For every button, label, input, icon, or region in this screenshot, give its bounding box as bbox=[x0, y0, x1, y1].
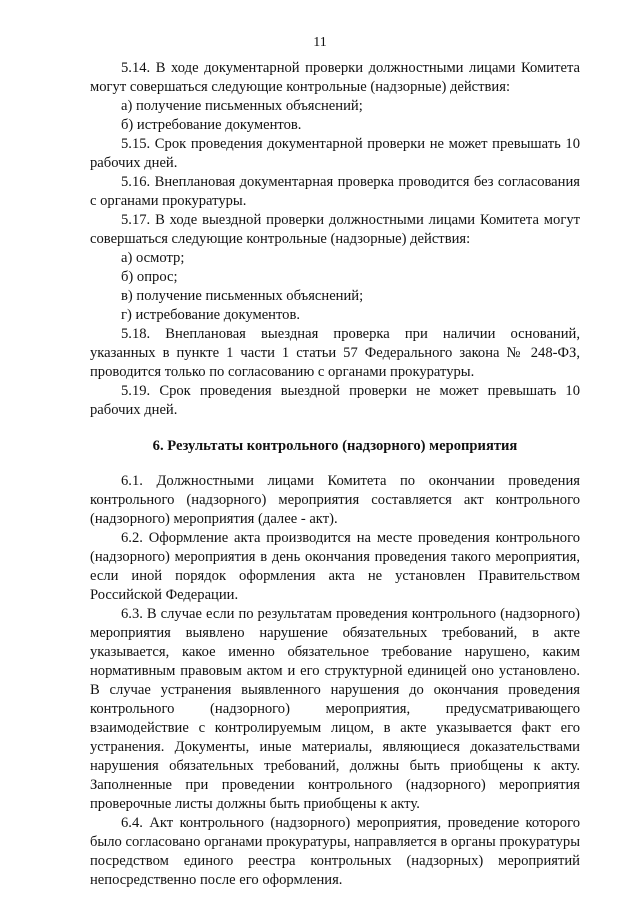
document-body bbox=[90, 59, 580, 890]
list-item-5-17-a: а) осмотр; bbox=[121, 250, 185, 266]
page-number: 11 bbox=[313, 35, 327, 50]
list-item-5-14-a: а) получение письменных объяснений; bbox=[121, 98, 363, 114]
paragraph-6-4: 6.4. Акт контрольного (надзорного) мероприятия, проведение которого было согласовано органами прокуратуры, направляется в органы прокуратуры посредством единого реестра контрольных (надзорных) мероприятий непосредственно после его оформления. bbox=[90, 815, 580, 888]
paragraph-5-18: 5.18. Внеплановая выездная проверка при наличии оснований, указанных в пункте 1 части 1 статьи 57 Федерального закона № 248-ФЗ, проводится только по согласованию с органами прокуратуры. bbox=[90, 326, 580, 380]
paragraph-5-19: 5.19. Срок проведения выездной проверки не может превышать 10 рабочих дней. bbox=[90, 383, 580, 418]
paragraph-5-17: 5.17. В ходе выездной проверки должностными лицами Комитета могут совершаться следующие контрольные (надзорные) действия: bbox=[90, 212, 580, 247]
paragraph-5-14: 5.14. В ходе документарной проверки должностными лицами Комитета могут совершаться следующие контрольные (надзорные) действия: bbox=[90, 60, 580, 95]
paragraph-5-16: 5.16. Внеплановая документарная проверка проводится без согласования с органами прокуратуры. bbox=[90, 174, 580, 209]
paragraph-6-1: 6.1. Должностными лицами Комитета по окончании проведения контрольного (надзорного) мероприятия составляется акт контрольного (надзорного) мероприятия (далее - акт). bbox=[90, 473, 580, 527]
paragraph-6-3: 6.3. В случае если по результатам проведения контрольного (надзорного) мероприятия выявлено нарушение обязательных требований, в акте указывается, какое именно обязательное требование нарушено, каким нормативным правовым актом и его структурной единицей оно установлено. В случае устранения выявленного нарушения до окончания проведения контрольного (надзорного) мероприятия, предусматривающего взаимодействие с контролируемым лицом, в акте указывается факт его устранения. Документы, иные материалы, являющиеся доказательствами нарушения обязательных требований, должны быть приобщены к акту. Заполненные при проведении контрольного (надзорного) мероприятия проверочные листы должны быть приобщены к акту. bbox=[90, 606, 580, 812]
list-item-5-17-b: б) опрос; bbox=[121, 269, 178, 285]
paragraph-5-15: 5.15. Срок проведения документарной проверки не может превышать 10 рабочих дней. bbox=[90, 136, 580, 171]
list-item-5-17-d: г) истребование документов. bbox=[121, 307, 301, 323]
paragraph-6-2: 6.2. Оформление акта производится на месте проведения контрольного (надзорного) мероприятия в день окончания проведения такого мероприятия, если иной порядок оформления акта не установлен Правительством Российской Федерации. bbox=[90, 530, 580, 603]
section-heading: 6. Результаты контрольного (надзорного) мероприятия bbox=[152, 438, 518, 454]
list-item-5-14-b: б) истребование документов. bbox=[121, 117, 302, 133]
list-item-5-17-c: в) получение письменных объяснений; bbox=[121, 288, 364, 304]
